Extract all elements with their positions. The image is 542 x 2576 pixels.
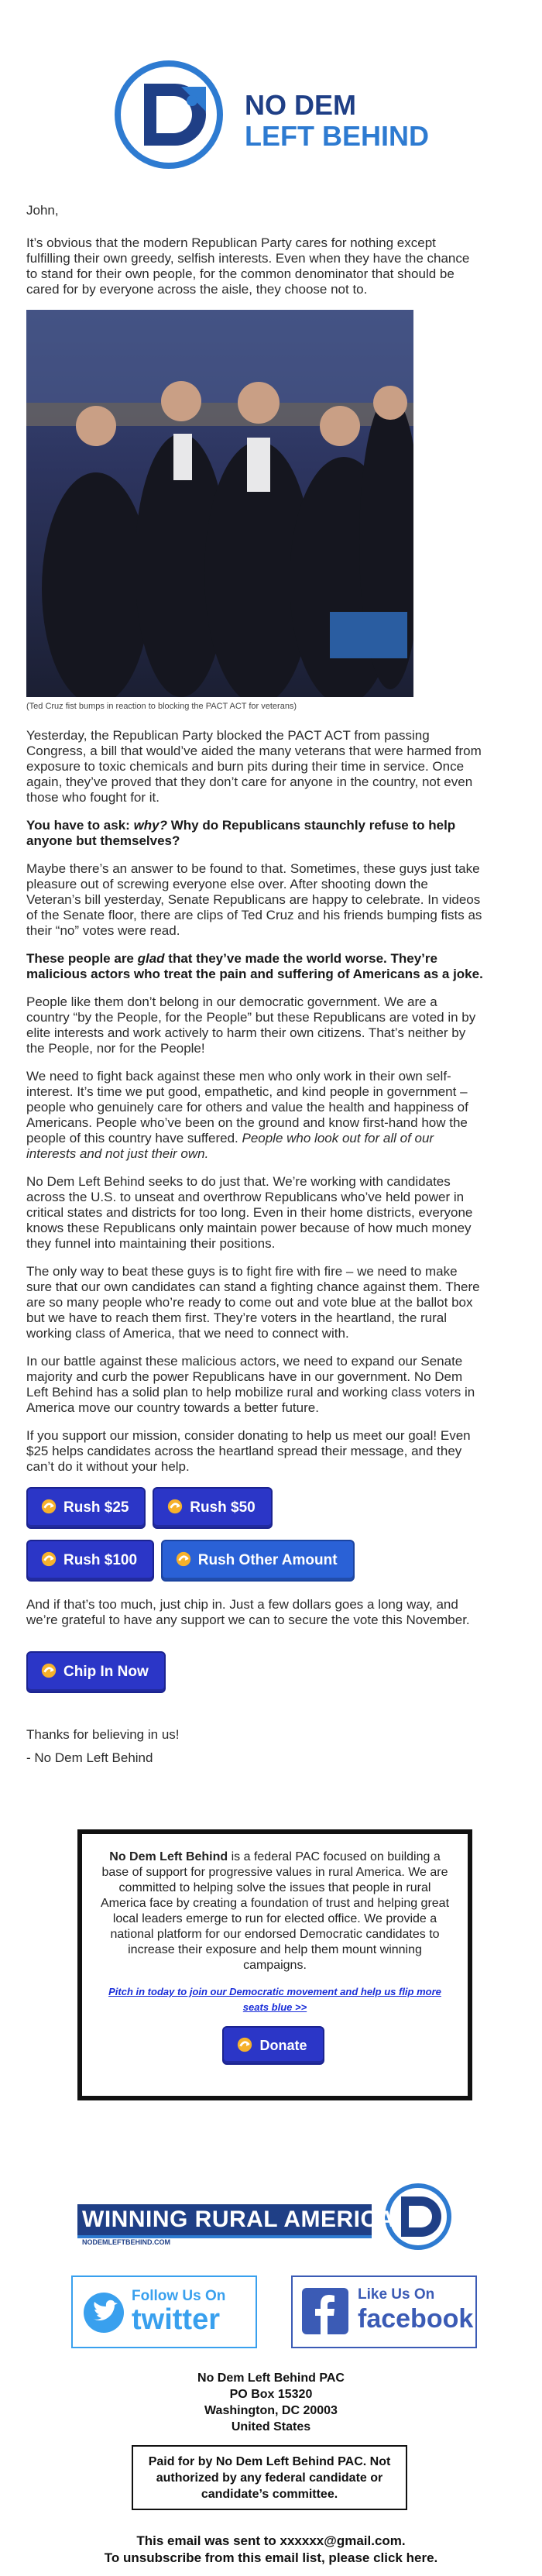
arrow-icon [40,1662,57,1679]
thanks-text: Thanks for believing in us! [26,1727,180,1742]
unsubscribe-link[interactable]: To unsubscribe from this email list, please click here. [104,2550,438,2565]
facebook-line-1: Like Us On [358,2286,435,2303]
donate-buttons-row-1 [26,1487,483,1537]
facebook-line-2: facebook [358,2304,474,2334]
greeting: John, [26,203,59,218]
signoff-text: - No Dem Left Behind [26,1750,153,1765]
rush-100-button[interactable] [26,1540,154,1582]
chip-in-row [26,1651,483,1701]
facebook-icon [302,2288,348,2334]
email-body [26,203,483,1778]
pac-description: is a federal PAC focused on building a base of support for progressive values in rural America. We are committed to helping solve the issues that people in rural America face by creating a foundation of trust and helping great local leaders emerge to run for elected office. We provide a national platform for our endorsed Democratic candidates to increase their exposure and help them mount winning campaigns. [100,1850,450,1972]
arrow-icon [40,1551,57,1568]
banner-url: NODEMLEFTBEHIND.COM [82,2238,170,2246]
photo-image [26,310,413,697]
paragraph-3: Maybe there’s an answer to be found to that. Sometimes, these guys just take pleasure out of screwing everyone else over. After shooting down the Veteran’s bill yesterday, Senate Republicans are happy to celebrate. In videos of the Senate floor, there are clips of Ted Cruz and his friends bumping fists as their “no” votes were read. [26,861,482,938]
question-1-a: You have to ask: [26,818,134,833]
logo-line-1: NO DEM [245,89,356,121]
sent-to-text: This email was sent to xxxxxx@gmail.com. [136,2533,406,2548]
address-city: Washington, DC 20003 [204,2404,338,2417]
donate-buttons-row-2 [26,1540,483,1589]
paragraph-8: In our battle against these malicious actors, we need to expand our Senate majority and curb the power Republicans have in our government. No Dem Left Behind has a solid plan to help mobilize rural and working class voters in America move our country towards a better future. [26,1354,475,1415]
question-2 [26,951,483,982]
paragraph-5-b: People who look out for all of our interests and not just their own. [26,1131,434,1161]
twitter-line-2: twitter [132,2303,220,2336]
facebook-like-button[interactable] [291,2275,477,2348]
logo[interactable] [115,60,440,169]
question-1-b: why? [133,818,168,833]
paid-for-disclaimer: Paid for by No Dem Left Behind PAC. Not authorized by any federal candidate or candidate’s committee. [132,2445,407,2510]
paragraph-6: No Dem Left Behind seeks to do just that. We’re working with candidates across the U.S. to unseat and overthrow Republicans who’ve held power in critical states and districts for too long. Even in their home districts, everyone knows these Republicans only maintain power because of how much money they funnel into maintaining their positions. [26,1174,473,1251]
question-2-b: glad [137,951,165,966]
chip-in-now-button[interactable] [26,1651,166,1693]
paragraph-10: And if that’s too much, just chip in. Just a few dollars goes a long way, and we’re grateful to have any support we can to secure the vote this November. [26,1597,470,1627]
logo-line-2: LEFT BEHIND [245,120,429,152]
paragraph-5 [26,1069,483,1162]
address-country: United States [231,2420,311,2433]
banner-title: WINNING RURAL AMERICA [82,2207,395,2232]
pac-info-box [77,1829,472,2100]
mailing-address [77,2370,465,2435]
rush-25-label: Rush $25 [63,1499,129,1516]
question-2-a: These people are [26,951,138,966]
rush-50-button[interactable] [153,1487,272,1529]
winning-rural-america-banner[interactable] [77,2181,465,2252]
question-2-c: that they’ve made the world worse. They’re malicious actors who treat the pain and suffering of Americans as a joke. [26,951,483,981]
arrow-icon [236,2036,253,2053]
rush-50-label: Rush $50 [190,1499,256,1516]
donate-label: Donate [259,2038,307,2053]
twitter-follow-button[interactable] [71,2275,257,2348]
question-1 [26,818,483,849]
rush-25-button[interactable] [26,1487,146,1529]
paragraph-2: Yesterday, the Republican Party blocked the PACT ACT from passing Congress, a bill that would’ve aided the many veterans that were harmed from exposure to toxic chemicals and burn pits during their time in service. Once again, they’ve proved that they don’t care for anyone in the country, not even those who fought for it. [26,728,482,805]
photo-caption: (Ted Cruz fist bumps in reaction to blocking the PACT ACT for veterans) [26,702,297,711]
pitch-in-link[interactable]: Pitch in today to join our Democratic movement and help us flip more seats blue >> [108,1986,441,2013]
rush-100-label: Rush $100 [63,1552,138,1568]
paragraph-1: It’s obvious that the modern Republican Party cares for nothing except fulfilling their own greedy, selfish interests. Even when they have the chance to stand for their own people, for the common denominator that should be cared for by everyone across the aisle, they choose not to. [26,235,470,297]
paragraph-9: If you support our mission, consider donating to help us meet our goal! Even $25 helps candidates across the heartland spread their message, and they can’t do it without your help. [26,1428,471,1474]
arrow-icon [175,1551,192,1568]
chip-in-now-label: Chip In Now [63,1664,149,1680]
paragraph-5-a: We need to fight back against these men who only work in their own self-interest. It’s time we put good, empathetic, and kind people in government – people who genuinely care for others and value the health and happiness of Americans. People who’ve been on the ground and know first-hand how the people of this country have suffered. [26,1069,468,1145]
rush-other-amount-button[interactable] [161,1540,355,1582]
question-1-c: Why do Republicans staunchly refuse to help anyone but themselves? [26,818,456,848]
rush-other-amount-label: Rush Other Amount [197,1552,338,1568]
paragraph-4: People like them don’t belong in our democratic government. We are a country “by the People, for the People” but these Republicans are voted in by elite interests and work actively to harm their own citizens. That’s neither by the People, nor for the People! [26,994,476,1056]
address-box: PO Box 15320 [229,2388,313,2401]
twitter-bird-icon [84,2293,124,2333]
paragraph-7: The only way to beat these guys is to fight fire with fire – we need to make sure that our own candidates can stand a fighting chance against them. There are so many people who’re ready to come out and vote blue at the ballot box but we have to reach them first. They’re voters in the heartland, the rural working class of America, that we need to connect with. [26,1264,480,1341]
donate-button[interactable] [222,2026,324,2065]
pac-name: No Dem Left Behind [109,1850,228,1863]
logo-text [245,90,429,152]
address-name: No Dem Left Behind PAC [197,2372,345,2385]
twitter-line-1: Follow Us On [132,2288,226,2304]
pac-info-text [98,1850,452,1973]
arrow-icon [166,1498,184,1515]
logo-d-icon [115,60,231,169]
footer [46,2533,496,2567]
arrow-icon [40,1498,57,1515]
senate-floor-photo [26,310,413,697]
